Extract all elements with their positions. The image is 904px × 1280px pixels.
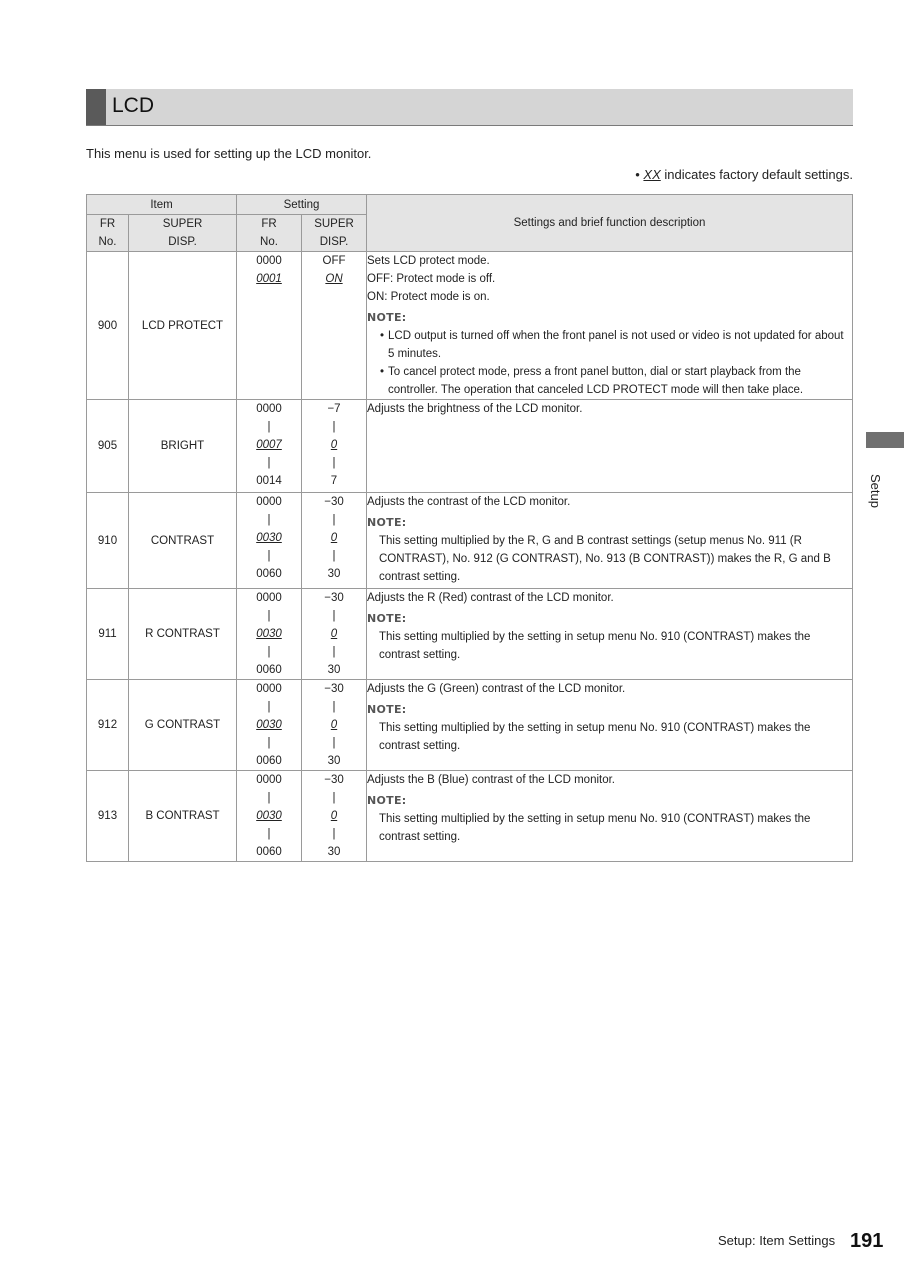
fr-number: 913	[87, 771, 129, 862]
setting-value: |	[332, 646, 336, 658]
intro-text: This menu is used for setting up the LCD monitor.	[86, 146, 372, 161]
default-value: ON	[325, 273, 343, 285]
setting-value: |	[332, 550, 336, 562]
default-value: 0	[330, 532, 338, 544]
note-text: This setting multiplied by the R, G and B contrast settings (setup menus No. 911 (R CONTRAST), No. 912 (G CONTRAST), No. 913 (B CONTRAST)) makes the R, G and B contrast setting.	[379, 535, 831, 583]
header-item-super-disp: SUPER DISP.	[129, 215, 237, 252]
note-text: This setting multiplied by the setting in setup menu No. 910 (CONTRAST) makes the contrast setting.	[379, 722, 811, 752]
fr-value-range	[237, 493, 302, 589]
setting-value: |	[332, 792, 336, 804]
description-line: OFF: Protect mode is off.	[367, 273, 496, 285]
default-value: 0030	[256, 719, 282, 731]
setting-value: −30	[324, 774, 344, 786]
setting-value: |	[267, 701, 271, 713]
note-text: This setting multiplied by the setting in setup menu No. 910 (CONTRAST) makes the contrast setting.	[379, 631, 811, 661]
header-description: Settings and brief function description	[367, 195, 853, 252]
setting-value: 0014	[256, 475, 282, 487]
description-cell	[367, 400, 853, 493]
fr-value-range	[237, 252, 302, 400]
description-line: Adjusts the contrast of the LCD monitor.	[367, 496, 571, 508]
fr-number: 910	[87, 493, 129, 589]
table-row	[87, 771, 853, 862]
setting-value: 30	[327, 568, 341, 580]
setting-value: 0060	[256, 755, 282, 767]
description-line: ON: Protect mode is on.	[367, 291, 490, 303]
setting-value: OFF	[322, 255, 346, 267]
setting-value: |	[267, 792, 271, 804]
description-line: Adjusts the G (Green) contrast of the LCD monitor.	[367, 683, 626, 695]
disp-value-range	[302, 493, 367, 589]
item-name: CONTRAST	[129, 493, 237, 589]
setting-value: |	[332, 610, 336, 622]
setting-value: 0000	[256, 774, 282, 786]
default-settings-note	[635, 167, 853, 182]
note-bullet-text: To cancel protect mode, press a front panel button, dial or start playback from the controller. The operation that canceled LCD PROTECT mode will then take place.	[388, 366, 804, 396]
table-body	[87, 252, 853, 862]
bullet-glyph: •	[380, 366, 385, 378]
note-text: This setting multiplied by the setting in setup menu No. 910 (CONTRAST) makes the contrast setting.	[379, 813, 811, 843]
header-item: Item	[87, 195, 237, 215]
item-name: B CONTRAST	[129, 771, 237, 862]
settings-table	[86, 194, 853, 862]
disp-value-range	[302, 400, 367, 493]
item-name: LCD PROTECT	[129, 252, 237, 400]
setting-value: |	[332, 701, 336, 713]
setting-value: |	[267, 646, 271, 658]
default-value: 0007	[256, 439, 282, 451]
setting-value: 30	[327, 755, 341, 767]
header-setting-super-disp: SUPER DISP.	[302, 215, 367, 252]
setting-value: |	[332, 514, 336, 526]
header-setting-fr-no: FR No.	[237, 215, 302, 252]
page-number: 191	[850, 1230, 884, 1252]
table-row	[87, 493, 853, 589]
table-row	[87, 400, 853, 493]
setting-value: |	[267, 737, 271, 749]
note-bullet-text: LCD output is turned off when the front panel is not used or video is not updated for about 5 minutes.	[388, 330, 844, 360]
fr-value-range	[237, 400, 302, 493]
setting-value: 0060	[256, 846, 282, 858]
default-marker: XX	[643, 167, 661, 182]
note-bullet	[367, 327, 852, 363]
disp-value-range	[302, 771, 367, 862]
description-line: Adjusts the R (Red) contrast of the LCD monitor.	[367, 592, 614, 604]
header-item-fr-no: FR No.	[87, 215, 129, 252]
disp-value-range	[302, 252, 367, 400]
description-cell	[367, 252, 853, 400]
header-setting: Setting	[237, 195, 367, 215]
section-title-bar	[86, 89, 853, 126]
note-label: NOTE:	[367, 311, 407, 324]
note-label: NOTE:	[367, 794, 407, 807]
setting-value: −30	[324, 592, 344, 604]
side-tab-marker	[866, 432, 904, 448]
fr-number: 911	[87, 589, 129, 680]
setting-value: |	[332, 737, 336, 749]
setting-value: |	[267, 421, 271, 433]
setting-value: 0060	[256, 568, 282, 580]
bullet-glyph: •	[380, 330, 385, 342]
setting-value: |	[267, 457, 271, 469]
default-note-text: indicates factory default settings.	[664, 167, 853, 182]
note-bullet	[367, 363, 852, 399]
default-value: 0	[330, 719, 338, 731]
setting-value: 0000	[256, 403, 282, 415]
description-cell	[367, 771, 853, 862]
note-label: NOTE:	[367, 703, 407, 716]
default-value: 0030	[256, 810, 282, 822]
disp-value-range	[302, 589, 367, 680]
description-cell	[367, 589, 853, 680]
default-value: 0	[330, 628, 338, 640]
table-row	[87, 252, 853, 400]
fr-number: 905	[87, 400, 129, 493]
note-label: NOTE:	[367, 612, 407, 625]
default-value: 0	[330, 810, 338, 822]
setting-value: −30	[324, 683, 344, 695]
description-line: Adjusts the B (Blue) contrast of the LCD monitor.	[367, 774, 616, 786]
description-line: Sets LCD protect mode.	[367, 255, 490, 267]
setting-value: 0000	[256, 496, 282, 508]
fr-value-range	[237, 680, 302, 771]
table-row	[87, 589, 853, 680]
setting-value: |	[332, 828, 336, 840]
setting-value: 30	[327, 664, 341, 676]
section-title: LCD	[112, 94, 155, 117]
setting-value: −7	[327, 403, 341, 415]
item-name: G CONTRAST	[129, 680, 237, 771]
setting-value: 7	[330, 475, 338, 487]
fr-value-range	[237, 589, 302, 680]
description-cell	[367, 493, 853, 589]
bullet-glyph: •	[635, 167, 640, 182]
table-row	[87, 680, 853, 771]
setting-value: |	[267, 514, 271, 526]
default-value: 0030	[256, 628, 282, 640]
default-value: 0030	[256, 532, 282, 544]
item-name: R CONTRAST	[129, 589, 237, 680]
fr-value-range	[237, 771, 302, 862]
description-line: Adjusts the brightness of the LCD monitor.	[367, 403, 583, 415]
description-cell	[367, 680, 853, 771]
setting-value: 0000	[256, 255, 282, 267]
setting-value: −30	[324, 496, 344, 508]
setting-value: |	[267, 550, 271, 562]
item-name: BRIGHT	[129, 400, 237, 493]
note-label: NOTE:	[367, 516, 407, 529]
setting-value: |	[332, 421, 336, 433]
setting-value: |	[267, 828, 271, 840]
default-value: 0001	[256, 273, 282, 285]
setting-value: 30	[327, 846, 341, 858]
side-tab-label: Setup	[868, 474, 883, 508]
setting-value: 0000	[256, 683, 282, 695]
title-accent-block	[86, 89, 106, 125]
setting-value: 0060	[256, 664, 282, 676]
fr-number: 912	[87, 680, 129, 771]
setting-value: |	[332, 457, 336, 469]
fr-number: 900	[87, 252, 129, 400]
disp-value-range	[302, 680, 367, 771]
footer-section-label: Setup: Item Settings	[718, 1233, 836, 1248]
setting-value: 0000	[256, 592, 282, 604]
default-value: 0	[330, 439, 338, 451]
setting-value: |	[267, 610, 271, 622]
